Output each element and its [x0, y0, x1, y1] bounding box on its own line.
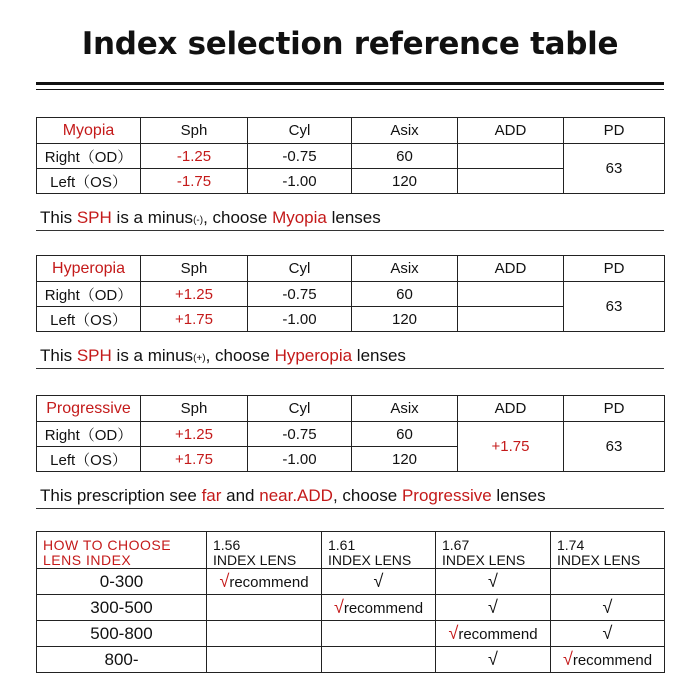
col-add: ADD — [458, 396, 564, 422]
recommend-label: recommend — [343, 600, 424, 617]
myopia-note-underline — [36, 230, 664, 231]
progressive-right-axis: 60 — [352, 422, 458, 447]
col-cyl: Cyl — [248, 256, 352, 282]
index-cell — [551, 647, 665, 673]
row-left-label: Left（OS） — [37, 169, 141, 194]
myopia-left-add — [458, 169, 564, 194]
progressive-table — [36, 395, 665, 472]
lens-header-174 — [551, 532, 665, 569]
note-text: This prescription see — [40, 486, 202, 505]
progressive-label: Progressive — [37, 396, 141, 422]
index-cell — [207, 595, 322, 621]
sph-range: 300-500 — [37, 595, 207, 621]
recommend-label: recommend — [458, 626, 538, 643]
note-sign: (-) — [193, 215, 204, 226]
index-cell — [436, 569, 551, 595]
hyperopia-right-add — [458, 282, 564, 307]
index-cell — [322, 621, 436, 647]
progressive-left-axis: 120 — [352, 447, 458, 472]
hyperopia-left-axis: 120 — [352, 307, 458, 332]
note-lens: Progressive — [401, 486, 492, 505]
hyperopia-right-axis: 60 — [352, 282, 458, 307]
recommend-badge — [219, 571, 309, 591]
myopia-pd: 63 — [564, 144, 665, 194]
myopia-table — [36, 117, 665, 194]
col-add: ADD — [458, 118, 564, 144]
progressive-note — [40, 486, 546, 506]
check-mark-icon: √ — [488, 649, 498, 669]
hyperopia-right-sph: +1.25 — [141, 282, 248, 307]
table-row — [37, 621, 665, 647]
index-cell — [207, 621, 322, 647]
lens-header-167 — [436, 532, 551, 569]
index-cell — [551, 569, 665, 595]
col-axis: Asix — [352, 118, 458, 144]
lens-index-label: INDEX LENS — [442, 552, 526, 568]
note-sign: (+) — [193, 353, 206, 364]
note-lens: Myopia — [272, 208, 327, 227]
note-text: lenses — [491, 486, 546, 505]
index-cell — [207, 647, 322, 673]
note-sph: SPH — [76, 208, 112, 227]
col-add: ADD — [458, 256, 564, 282]
lens-index-value: 1.67 — [442, 537, 470, 553]
myopia-right-add — [458, 144, 564, 169]
col-sph: Sph — [141, 256, 248, 282]
recommend-label: recommend — [572, 652, 653, 669]
row-right-label: Right（OD） — [37, 144, 141, 169]
hyperopia-label: Hyperopia — [37, 256, 141, 282]
myopia-right-cyl: -0.75 — [248, 144, 352, 169]
lens-index-table — [36, 531, 665, 673]
row-right-label: Right（OD） — [37, 422, 141, 447]
progressive-right-sph: +1.25 — [141, 422, 248, 447]
note-far: far — [201, 486, 222, 505]
recommend-label: recommend — [229, 574, 309, 591]
check-mark-icon: √ — [219, 571, 230, 591]
check-mark-icon: √ — [448, 623, 459, 643]
recommend-badge — [562, 649, 653, 669]
progressive-left-cyl: -1.00 — [248, 447, 352, 472]
check-mark-icon: √ — [602, 597, 613, 617]
col-axis: Asix — [352, 256, 458, 282]
hyperopia-left-sph: +1.75 — [141, 307, 248, 332]
index-cell — [551, 621, 665, 647]
how-to-choose-line1: HOW TO CHOOSE — [43, 537, 172, 553]
hyperopia-note — [40, 346, 406, 366]
note-text: lenses — [352, 346, 406, 365]
check-mark-icon: √ — [488, 571, 498, 591]
index-cell — [436, 647, 551, 673]
hyperopia-note-underline — [36, 368, 664, 369]
myopia-left-sph: -1.75 — [141, 169, 248, 194]
title-divider-thick — [36, 82, 664, 85]
table-row — [37, 595, 665, 621]
progressive-add: +1.75 — [458, 422, 564, 472]
index-cell — [322, 569, 436, 595]
sph-range: 0-300 — [37, 569, 207, 595]
hyperopia-left-add — [458, 307, 564, 332]
row-left-label: Left（OS） — [37, 447, 141, 472]
note-text: is a minus — [111, 346, 194, 365]
recommend-badge — [448, 623, 538, 643]
col-sph: Sph — [141, 396, 248, 422]
lens-index-value: 1.74 — [557, 537, 585, 553]
col-cyl: Cyl — [248, 396, 352, 422]
sph-range: 800- — [37, 647, 207, 673]
check-mark-icon: √ — [602, 623, 613, 643]
how-to-choose-line2: LENS INDEX — [43, 552, 132, 568]
lens-index-label: INDEX LENS — [328, 552, 412, 568]
hyperopia-pd: 63 — [564, 282, 665, 332]
row-right-label: Right（OD） — [37, 282, 141, 307]
index-cell — [436, 595, 551, 621]
row-left-label: Left（OS） — [37, 307, 141, 332]
check-mark-icon: √ — [488, 597, 498, 617]
col-cyl: Cyl — [248, 118, 352, 144]
table-row — [37, 569, 665, 595]
index-cell — [322, 647, 436, 673]
note-text: , choose — [332, 486, 402, 505]
myopia-right-axis: 60 — [352, 144, 458, 169]
table-row — [37, 647, 665, 673]
lens-index-label: INDEX LENS — [557, 552, 641, 568]
sph-range: 500-800 — [37, 621, 207, 647]
lens-header-156 — [207, 532, 322, 569]
title-divider-thin — [36, 89, 664, 90]
recommend-badge — [333, 597, 424, 617]
index-cell — [436, 621, 551, 647]
note-text: This — [40, 208, 77, 227]
col-axis: Asix — [352, 396, 458, 422]
lens-index-label: INDEX LENS — [213, 552, 297, 568]
progressive-pd: 63 — [564, 422, 665, 472]
col-pd: PD — [564, 118, 665, 144]
col-sph: Sph — [141, 118, 248, 144]
index-cell — [207, 569, 322, 595]
hyperopia-table — [36, 255, 665, 332]
progressive-note-underline — [36, 508, 664, 509]
lens-index-value: 1.56 — [213, 537, 241, 553]
progressive-left-sph: +1.75 — [141, 447, 248, 472]
note-text: This — [40, 346, 77, 365]
index-cell — [551, 595, 665, 621]
hyperopia-right-cyl: -0.75 — [248, 282, 352, 307]
lens-header-161 — [322, 532, 436, 569]
note-near: near.ADD — [259, 486, 333, 505]
check-mark-icon: √ — [373, 571, 384, 591]
note-text: , choose — [205, 346, 275, 365]
lens-index-value: 1.61 — [328, 537, 356, 553]
note-lens: Hyperopia — [274, 346, 353, 365]
note-text: is a minus — [111, 208, 194, 227]
hyperopia-left-cyl: -1.00 — [248, 307, 352, 332]
myopia-label: Myopia — [37, 118, 141, 144]
progressive-right-cyl: -0.75 — [248, 422, 352, 447]
col-pd: PD — [564, 256, 665, 282]
note-text: and — [221, 486, 260, 505]
note-text: , choose — [203, 208, 273, 227]
index-cell — [322, 595, 436, 621]
myopia-left-cyl: -1.00 — [248, 169, 352, 194]
col-pd: PD — [564, 396, 665, 422]
note-sph: SPH — [76, 346, 112, 365]
myopia-note — [40, 208, 381, 228]
check-mark-icon: √ — [562, 649, 573, 669]
check-mark-icon: √ — [333, 597, 344, 617]
myopia-right-sph: -1.25 — [141, 144, 248, 169]
page-title: Index selection reference table — [81, 26, 619, 62]
note-text: lenses — [326, 208, 381, 227]
myopia-left-axis: 120 — [352, 169, 458, 194]
how-to-choose-header — [37, 532, 207, 569]
